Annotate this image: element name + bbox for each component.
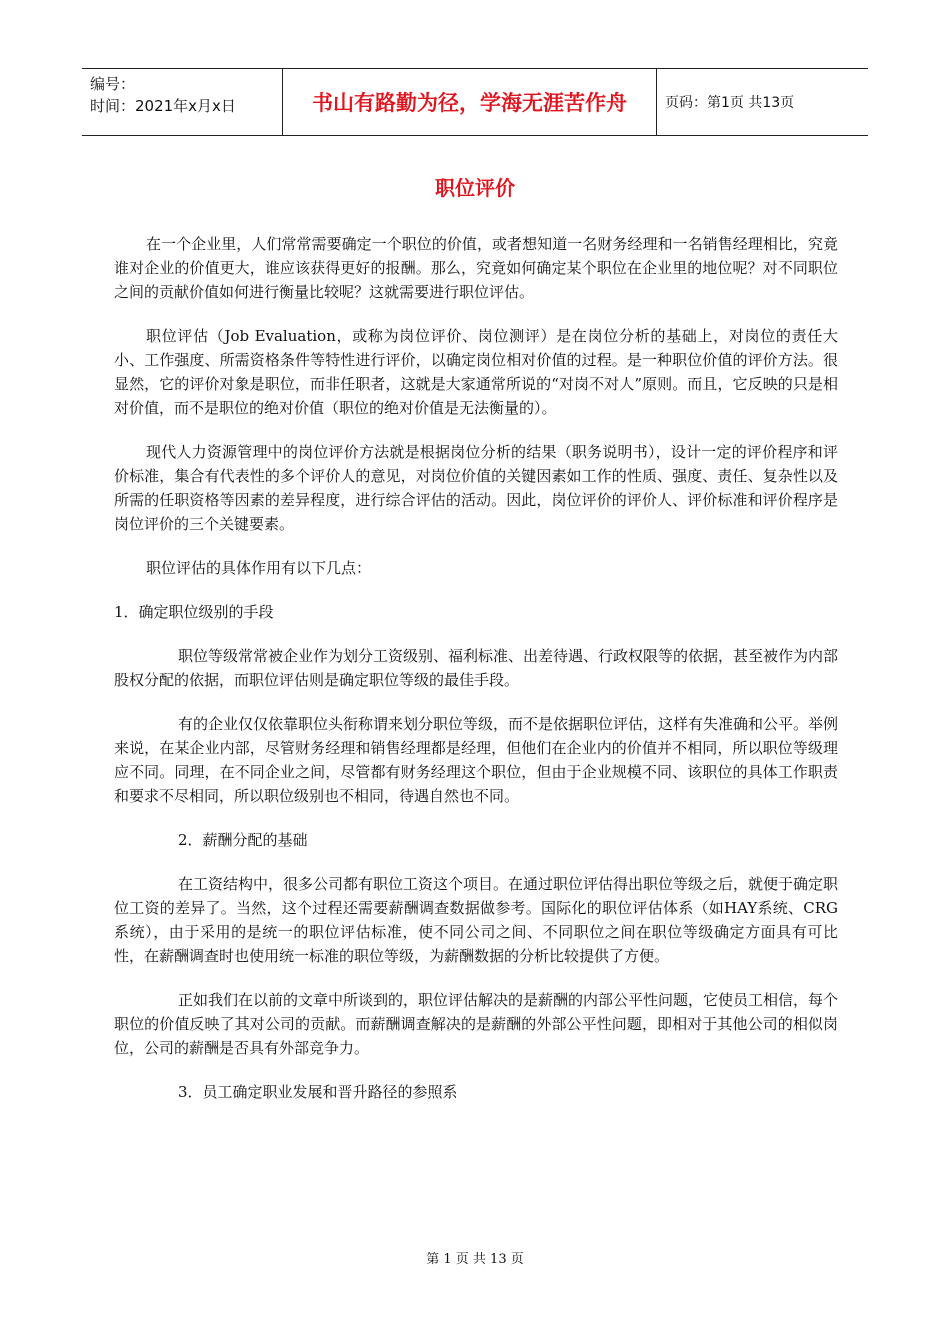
paragraph: 职位评估的具体作用有以下几点：: [146, 559, 372, 577]
page-footer: 第 1 页 共 13 页: [426, 1252, 524, 1267]
paragraph: 正如我们在以前的文章中所谈到的，职位评估解决的是薪酬的内部公平性问题，它使员工相信，每个职位的价值反映了其对公司的贡献。而薪酬调查解决的是薪酬的外部公平性问题，即相对于其他公司的相似岗位，公司的薪酬是否具有外部竞争力。: [114, 991, 839, 1057]
document-title: 职位评价: [435, 176, 515, 200]
page-header: [82, 68, 868, 136]
section-heading: 2．薪酬分配的基础: [178, 831, 308, 849]
paragraph: 在工资结构中，很多公司都有职位工资这个项目。在通过职位评估得出职位等级之后，就便于确定职位工资的差异了。当然，这个过程还需要薪酬调查数据做参考。国际化的职位评估体系（如HAY系统、CRG系统），由于采用的是统一的职位评估标准，使不同公司之间、不同职位之间在职位等级确定方面具有可比性，在薪酬调查时也使用统一标准的职位等级，为薪酬数据的分析比较提供了方便。: [114, 875, 839, 965]
paragraph: 现代人力资源管理中的岗位评价方法就是根据岗位分析的结果（职务说明书），设计一定的评价程序和评价标准，集合有代表性的多个评价人的意见，对岗位价值的关键因素如工作的性质、强度、责任、复杂性以及所需的任职资格等因素的差异程度，进行综合评估的活动。因此，岗位评价的评价人、评价标准和评价程序是岗位评价的三个关键要素。: [114, 443, 838, 533]
document-number-label: 编号：: [90, 75, 136, 93]
document-body: [114, 232, 838, 1124]
header-page-info: 页码：第1页 共13页: [665, 95, 795, 111]
paragraph: 有的企业仅仅依靠职位头衔称谓来划分职位等级，而不是依据职位评估，这样有失准确和公平。举例来说，在某企业内部，尽管财务经理和销售经理都是经理，但他们在企业内的价值并不相同，所以职位等级理应不同。同理，在不同企业之间，尽管都有财务经理这个职位，但由于企业规模不同、该职位的具体工作职责和要求不尽相同，所以职位级别也不相同，待遇自然也不同。: [114, 715, 839, 805]
header-meta: [82, 69, 283, 135]
paragraph: 职位评估（Job Evaluation，或称为岗位评价、岗位测评）是在岗位分析的基础上，对岗位的责任大小、工作强度、所需资格条件等特性进行评价，以确定岗位相对价值的过程。是一种职位价值的评价方法。很显然，它的评价对象是职位，而非任职者，这就是大家通常所说的“对岗不对人”原则。而且，它反映的只是相对价值，而不是职位的绝对价值（职位的绝对价值是无法衡量的）。: [114, 327, 838, 417]
paragraph: 职位等级常常被企业作为划分工资级别、福利标准、出差待遇、行政权限等的依据，甚至被作为内部股权分配的依据，而职位评估则是确定职位等级的最佳手段。: [114, 647, 839, 689]
section-heading: 3．员工确定职业发展和晋升路径的参照系: [178, 1083, 458, 1101]
section-heading: 1．确定职位级别的手段: [114, 603, 274, 621]
document-time-label: 时间：2021年x月x日: [90, 97, 236, 115]
paragraph: 在一个企业里，人们常常需要确定一个职位的价值，或者想知道一名财务经理和一名销售经理相比，究竟谁对企业的价值更大，谁应该获得更好的报酬。那么，究竟如何确定某个职位在企业里的地位呢？对不同职位之间的贡献价值如何进行衡量比较呢？这就需要进行职位评估。: [114, 235, 838, 301]
header-motto: 书山有路勤为径，学海无涯苦作舟: [283, 69, 657, 135]
